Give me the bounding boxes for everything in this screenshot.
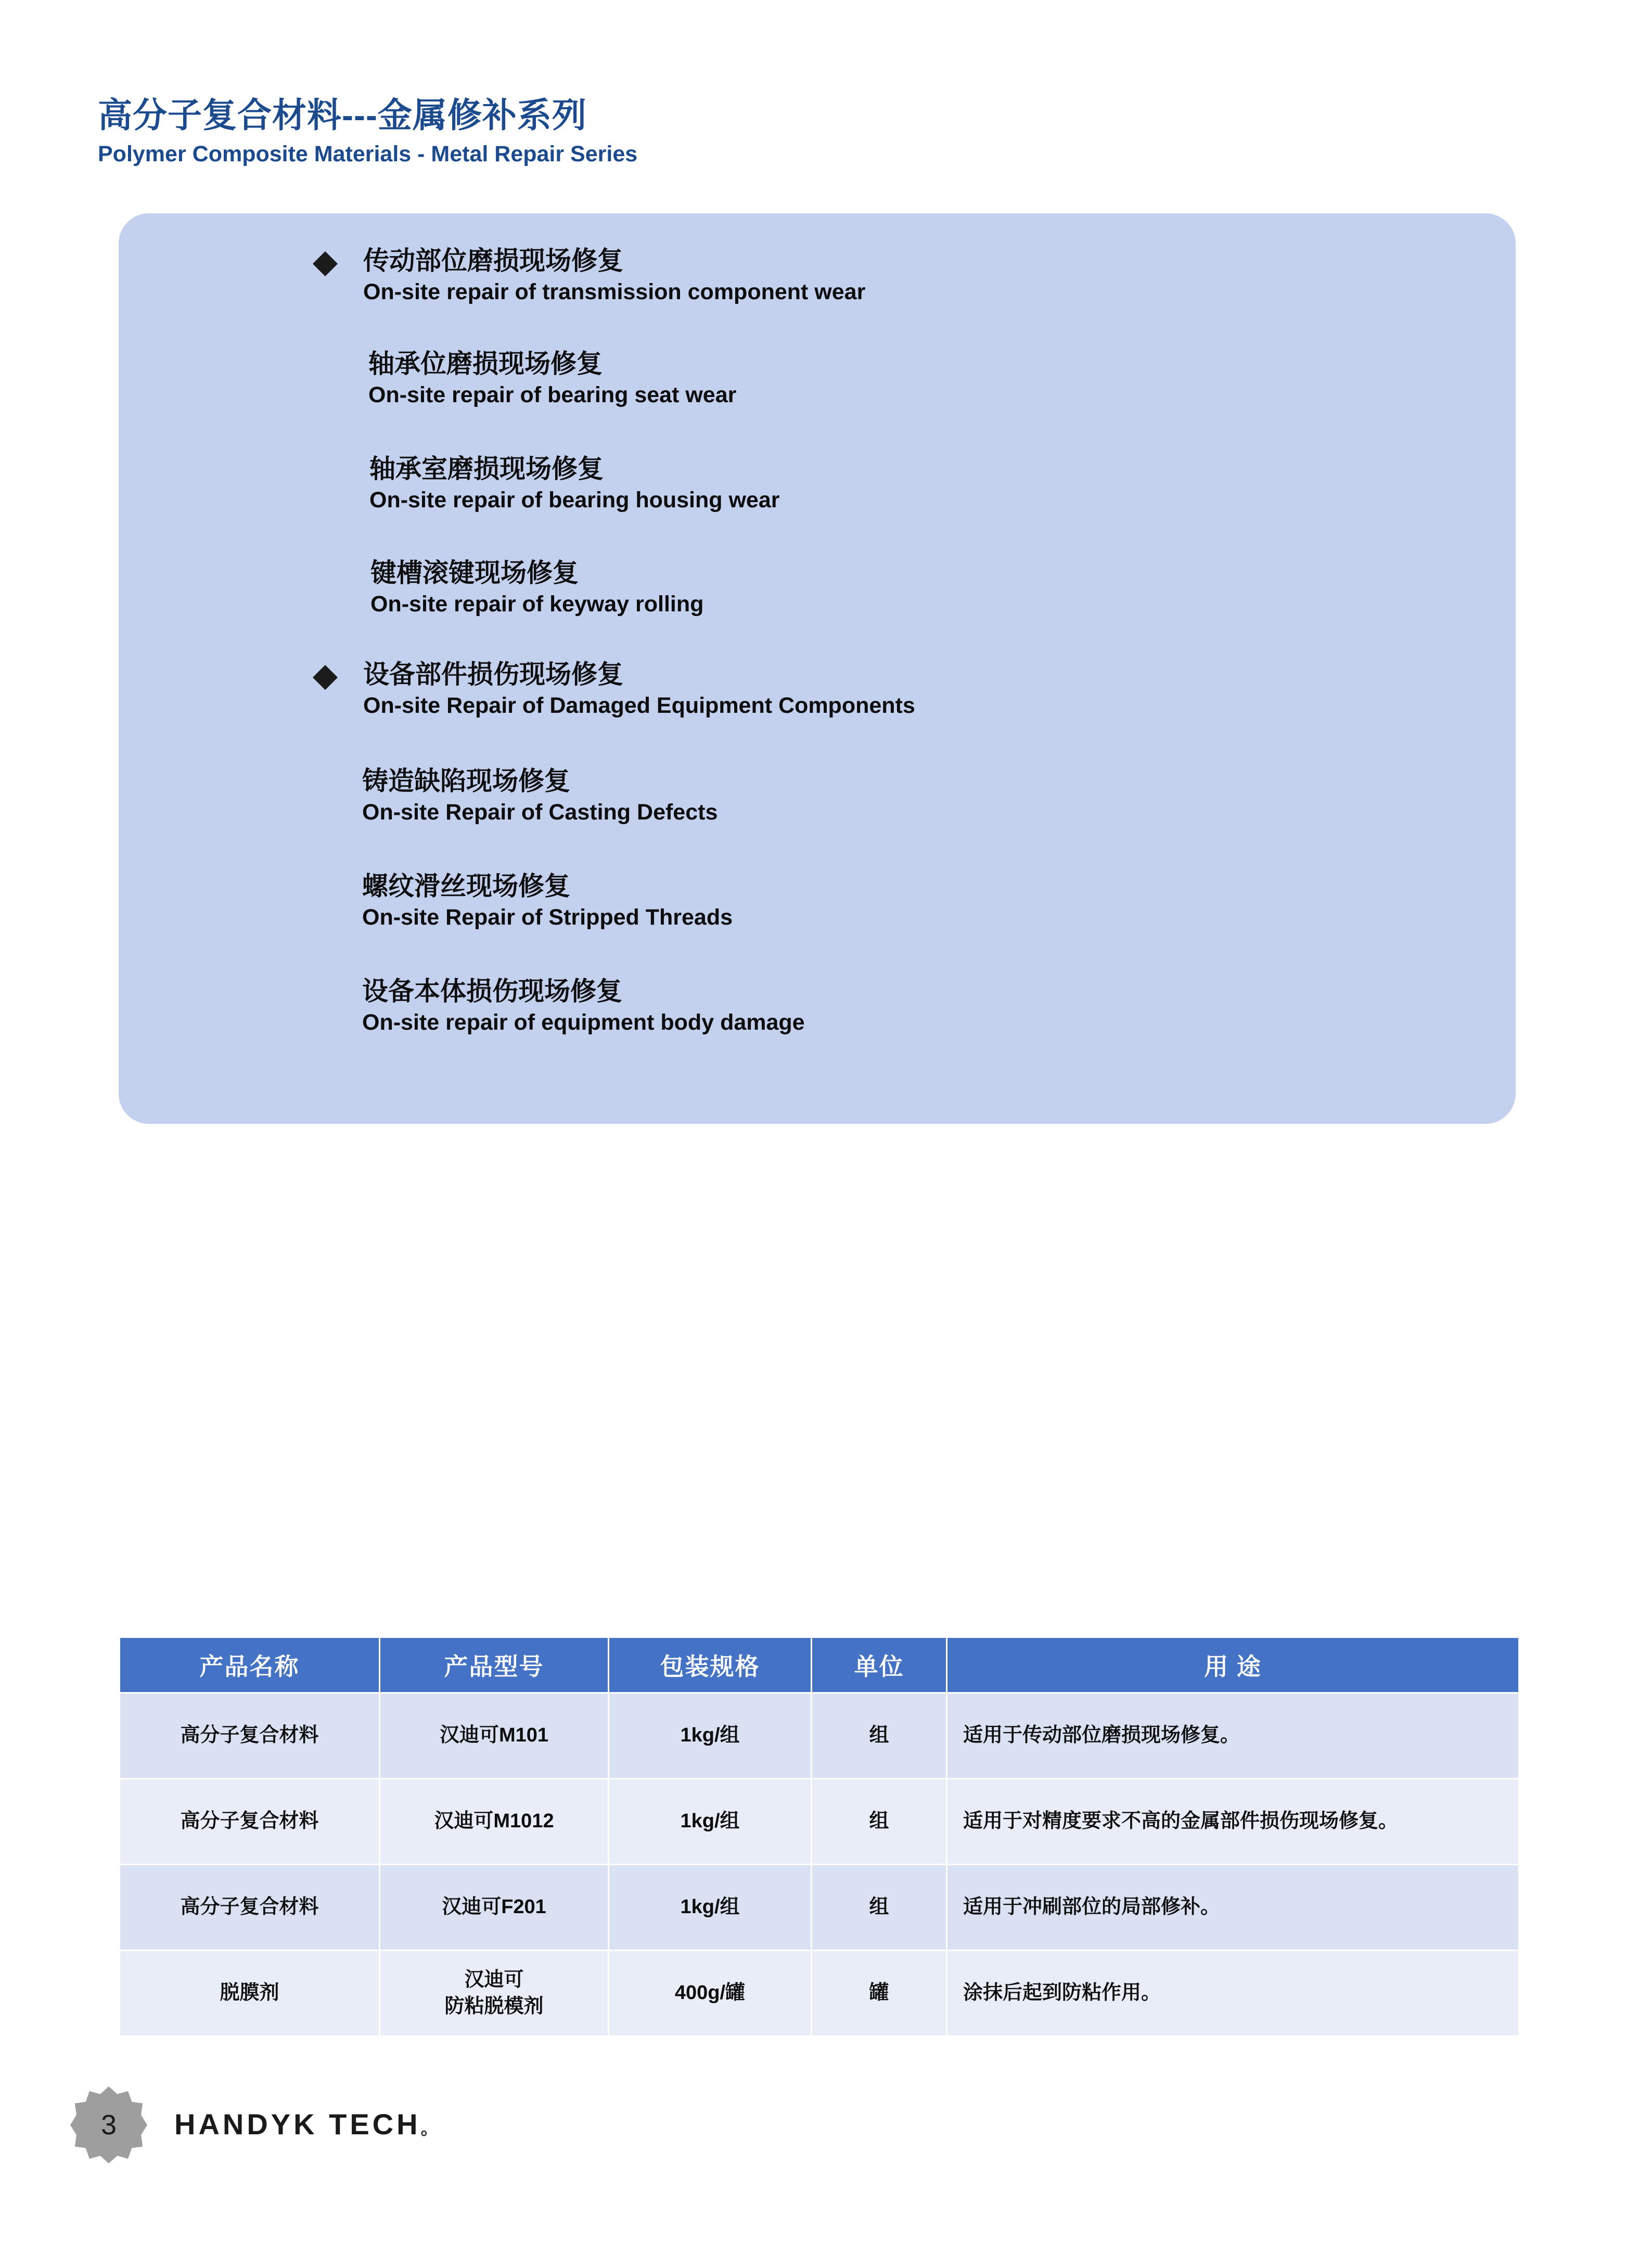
page-header xyxy=(98,96,1347,167)
column-header-product-name: 产品名称 xyxy=(120,1637,380,1693)
feature-label-en: On-site repair of equipment body damage xyxy=(362,1009,805,1035)
brand-logo-text xyxy=(174,2107,439,2141)
feature-label-en: On-site repair of bearing seat wear xyxy=(368,382,737,407)
cell-unit: 组 xyxy=(812,1865,947,1951)
column-header-unit: 单位 xyxy=(812,1637,947,1693)
cell-product-model-line2: 防粘脱模剂 xyxy=(444,1995,544,2017)
cell-use: 适用于传动部位磨损现场修复。 xyxy=(947,1693,1519,1779)
page-footer xyxy=(70,2086,695,2180)
feature-label-cn: 铸造缺陷现场修复 xyxy=(362,766,570,796)
table-row xyxy=(120,1693,1519,1779)
cell-product-name: 高分子复合材料 xyxy=(120,1693,380,1779)
feature-item-5 xyxy=(362,765,718,826)
feature-item-0 xyxy=(363,245,865,306)
brand-suffix: 。 xyxy=(420,2119,439,2138)
product-table-wrapper xyxy=(119,1636,1518,2037)
table-row xyxy=(120,1865,1519,1951)
cell-product-name: 高分子复合材料 xyxy=(120,1865,380,1951)
feature-label-en: On-site Repair of Casting Defects xyxy=(362,799,718,825)
cell-use: 适用于冲刷部位的局部修补。 xyxy=(947,1865,1519,1951)
cell-product-model xyxy=(380,1951,609,2036)
feature-item-6 xyxy=(362,870,733,931)
page-title-cn: 高分子复合材料---金属修补系列 xyxy=(98,96,587,134)
cell-unit: 组 xyxy=(812,1693,947,1779)
feature-item-2 xyxy=(369,453,779,514)
cell-product-model: 汉迪可F201 xyxy=(380,1865,609,1951)
page-title-en: Polymer Composite Materials - Metal Repair Series xyxy=(98,141,638,166)
feature-label-en: On-site Repair of Stripped Threads xyxy=(362,904,733,930)
feature-item-4 xyxy=(363,658,915,720)
column-header-use: 用 途 xyxy=(947,1637,1519,1693)
feature-item-7 xyxy=(362,975,805,1036)
cell-unit: 组 xyxy=(812,1779,947,1865)
cell-product-name: 高分子复合材料 xyxy=(120,1779,380,1865)
feature-item-1 xyxy=(368,348,736,409)
feature-label-en: On-site Repair of Damaged Equipment Components xyxy=(363,693,915,718)
feature-label-cn: 螺纹滑丝现场修复 xyxy=(362,872,570,901)
feature-label-cn: 键槽滚键现场修复 xyxy=(370,558,579,587)
feature-label-en: On-site repair of keyway rolling xyxy=(370,591,704,617)
cell-use: 涂抹后起到防粘作用。 xyxy=(947,1951,1519,2036)
cell-product-model: 汉迪可M1012 xyxy=(380,1779,609,1865)
table-row xyxy=(120,1951,1519,2036)
table-row xyxy=(120,1779,1519,1865)
feature-item-3 xyxy=(370,557,703,618)
cell-product-model: 汉迪可M101 xyxy=(380,1693,609,1779)
feature-label-cn: 传动部位磨损现场修复 xyxy=(363,246,623,275)
column-header-product-model: 产品型号 xyxy=(380,1637,609,1693)
feature-label-en: On-site repair of bearing housing wear xyxy=(369,487,780,513)
feature-label-cn: 轴承位磨损现场修复 xyxy=(368,349,603,378)
cell-use: 适用于对精度要求不高的金属部件损伤现场修复。 xyxy=(947,1779,1519,1865)
features-panel xyxy=(119,213,1516,1124)
feature-label-cn: 设备部件损伤现场修复 xyxy=(363,660,623,689)
page-number: 3 xyxy=(100,2109,117,2141)
cell-product-model-line1: 汉迪可 xyxy=(464,1968,524,1991)
brand-name: HANDYK TECH xyxy=(174,2108,421,2141)
column-header-packaging: 包装规格 xyxy=(609,1637,812,1693)
cell-packaging: 1kg/组 xyxy=(609,1865,812,1951)
product-table xyxy=(119,1636,1520,2037)
cell-packaging: 1kg/组 xyxy=(609,1693,812,1779)
cell-unit: 罐 xyxy=(812,1951,947,2036)
cell-packaging: 1kg/组 xyxy=(609,1779,812,1865)
feature-label-cn: 设备本体损伤现场修复 xyxy=(362,977,622,1006)
cell-packaging: 400g/罐 xyxy=(609,1951,812,2036)
table-header-row xyxy=(120,1637,1519,1693)
feature-label-en: On-site repair of transmission component wear xyxy=(363,279,866,304)
cell-product-name: 脱膜剂 xyxy=(120,1951,380,2036)
feature-label-cn: 轴承室磨损现场修复 xyxy=(369,454,604,483)
page-number-badge xyxy=(70,2086,147,2163)
